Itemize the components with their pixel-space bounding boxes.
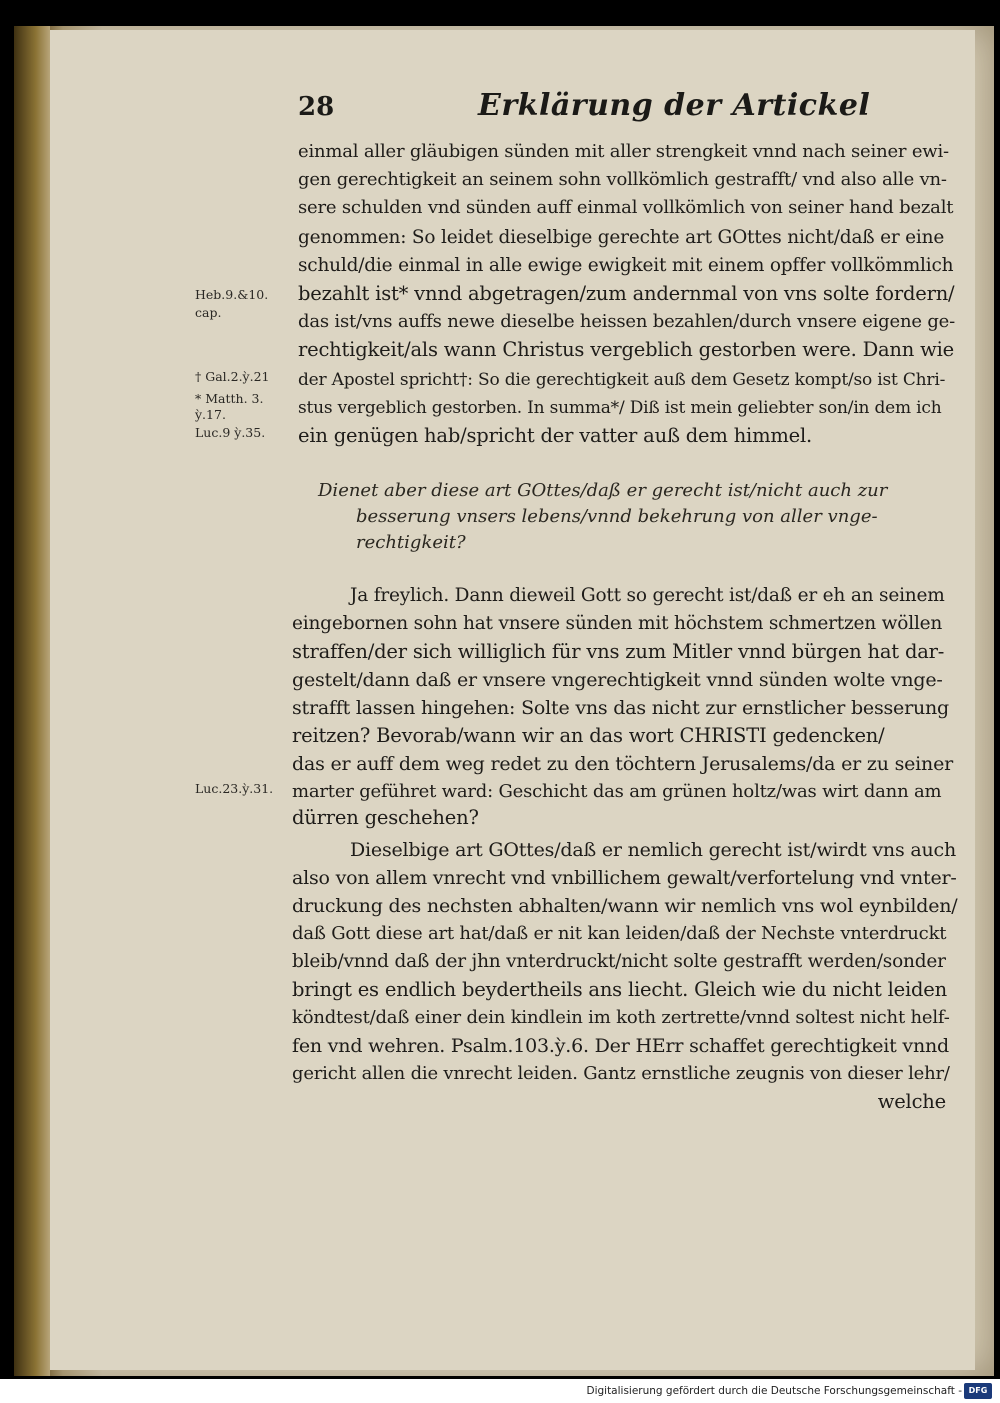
page-binding-edge xyxy=(14,26,50,1376)
text-line: bezahlt ist* vnnd abgetragen/zum andernmal von vns solte fordern/ xyxy=(298,282,955,305)
text-line: eingebornen sohn hat vnsere sünden mit höchstem schmertzen wöllen xyxy=(292,613,943,634)
text-line: schuld/die einmal in alle ewige ewigkeit mit einem opffer vollkömmlich xyxy=(298,255,954,276)
text-line: marter geführet ward: Geschicht das am grünen holtz/was wirt dann am xyxy=(292,781,942,802)
text-line: genommen: So leidet dieselbige gerechte art GOttes nicht/daß er eine xyxy=(298,227,945,248)
question-line: besserung vnsers lebens/vnnd bekehrung von aller vnge- xyxy=(356,506,878,527)
text-line: also von allem vnrecht vnd vnbillichem gewalt/verfortelung vnd vnter- xyxy=(292,867,957,889)
text-line: dürren geschehen? xyxy=(292,806,479,829)
text-line: sere schulden vnd sünden auff einmal vollkömlich von seiner hand bezalt xyxy=(298,197,954,218)
margin-note: Heb.9.&10. xyxy=(195,287,269,302)
margin-note: Luc.23.ỳ.31. xyxy=(195,781,274,796)
text-line: Dieselbige art GOttes/daß er nemlich gerecht ist/wirdt vns auch xyxy=(350,839,956,861)
text-line: stus vergeblich gestorben. In summa*/ Diß ist mein geliebter son/in dem ich xyxy=(298,398,942,418)
funding-notice: Digitalisierung gefördert durch die Deutsche Forschungsgemeinschaft - xyxy=(586,1385,962,1397)
margin-note: † Gal.2.ỳ.21 xyxy=(195,369,270,384)
text-line: das er auff dem weg redet zu den töchtern Jerusalems/da er zu seiner xyxy=(292,753,954,775)
text-line: gen gerechtigkeit an seinem sohn vollkömlich gestrafft/ vnd also alle vn- xyxy=(298,169,947,190)
text-line: bringt es endlich beydertheils ans liecht. Gleich wie du nicht leiden xyxy=(292,978,947,1001)
text-line: das ist/vns auffs newe dieselbe heissen bezahlen/durch vnsere eigene ge- xyxy=(298,311,955,332)
margin-note: cap. xyxy=(195,305,222,320)
text-line: gericht allen die vnrecht leiden. Gantz ernstliche zeugnis von dieser lehr/ xyxy=(292,1063,950,1084)
text-line: strafft lassen hingehen: Solte vns das nicht zur ernstlicher besserung xyxy=(292,697,950,719)
text-line: fen vnd wehren. Psalm.103.ỳ.6. Der HErr schaffet gerechtigkeit vnnd xyxy=(292,1035,949,1057)
text-line: daß Gott diese art hat/daß er nit kan leiden/daß der Nechste vnterdruckt xyxy=(292,923,947,944)
footer-strip xyxy=(0,1379,1000,1403)
page-number: 28 xyxy=(298,92,335,122)
margin-note: Luc.9 ỳ.35. xyxy=(195,425,266,440)
dfg-logo-icon: DFG xyxy=(964,1383,992,1399)
text-line: bleib/vnnd daß der jhn vnterdruckt/nicht solte gestrafft werden/sonder xyxy=(292,951,946,972)
text-line: der Apostel spricht†: So die gerechtigkeit auß dem Gesetz kompt/so ist Chri- xyxy=(298,370,946,390)
text-line: reitzen? Bevorab/wann wir an das wort CHRISTI gedencken/ xyxy=(292,724,885,747)
text-line: straffen/der sich williglich für vns zum Mitler vnnd bürgen hat dar- xyxy=(292,640,945,663)
text-line: Ja freylich. Dann dieweil Gott so gerecht ist/daß er eh an seinem xyxy=(350,585,945,606)
text-line: druckung des nechsten abhalten/wann wir nemlich vns wol eynbilden/ xyxy=(292,895,958,917)
catchword: welche xyxy=(877,1090,946,1113)
text-line: rechtigkeit/als wann Christus vergeblich gestorben were. Dann wie xyxy=(298,338,955,361)
question-line: Dienet aber diese art GOttes/daß er gerecht ist/nicht auch zur xyxy=(318,480,888,501)
text-line: köndtest/daß einer dein kindlein im koth zertrette/vnnd soltest nicht helf- xyxy=(292,1007,950,1028)
running-head xyxy=(298,88,958,132)
margin-note: * Matth. 3. xyxy=(195,391,264,406)
text-line: ein genügen hab/spricht der vatter auß dem himmel. xyxy=(298,424,813,447)
running-title: Erklärung der Artickel xyxy=(478,88,871,123)
text-line: gestelt/dann daß er vnsere vngerechtigkeit vnnd sünden wolte vnge- xyxy=(292,669,943,691)
margin-note: ỳ.17. xyxy=(195,407,226,422)
text-line: einmal aller gläubigen sünden mit aller strengkeit vnnd nach seiner ewi- xyxy=(298,141,949,162)
question-line: rechtigkeit? xyxy=(356,532,466,553)
